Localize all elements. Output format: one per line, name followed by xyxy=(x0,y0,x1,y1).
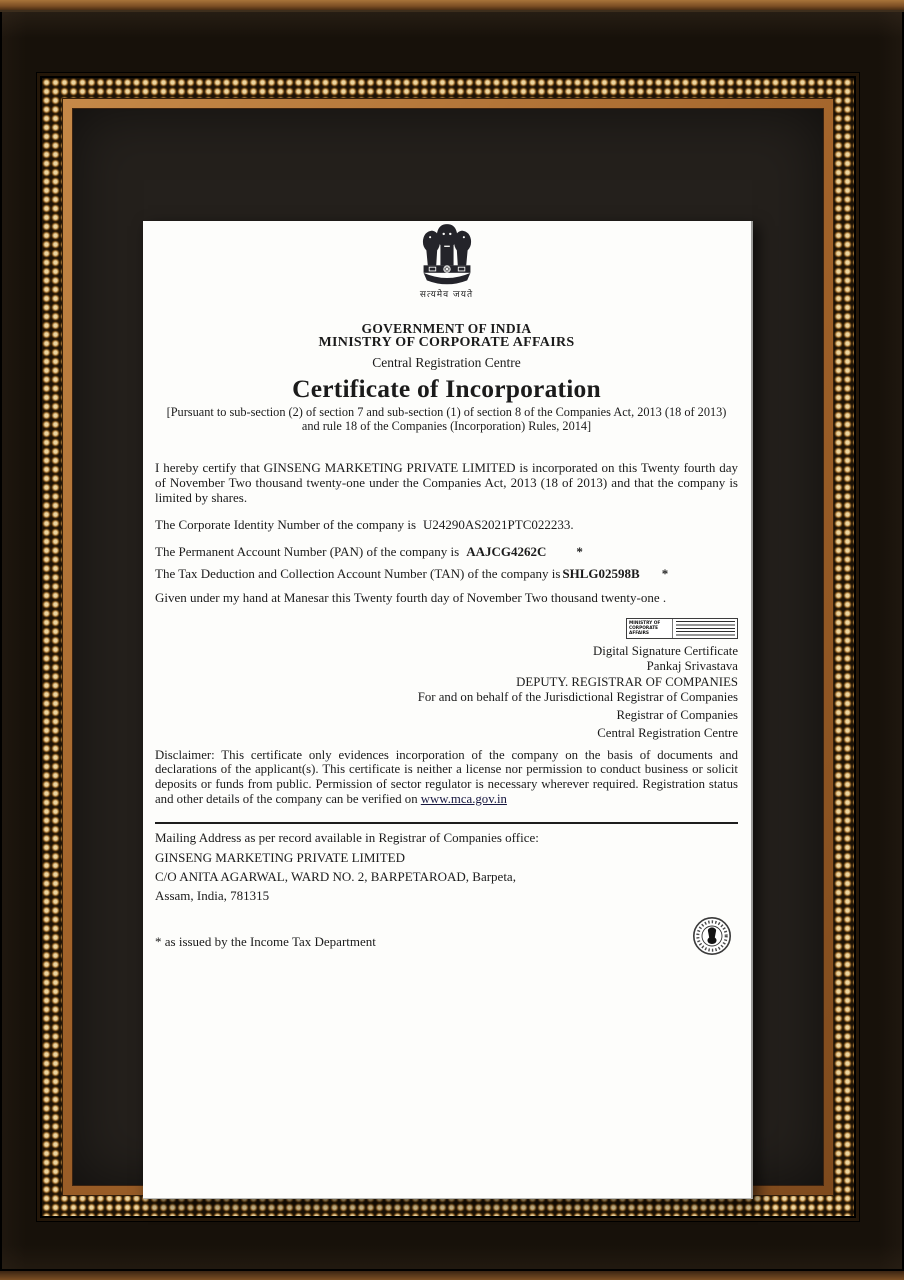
frame-copper-trim xyxy=(62,98,834,1196)
pan-label: The Permanent Account Number (PAN) of the company is xyxy=(155,544,460,559)
digital-signature-stamp-row xyxy=(155,618,738,639)
signatory-designation: DEPUTY. REGISTRAR OF COMPANIES xyxy=(516,674,738,689)
pan-line xyxy=(155,544,738,559)
signature-crc: Central Registration Centre xyxy=(597,726,738,741)
pan-value: AAJCG4262C xyxy=(466,544,547,559)
given-line: Given under my hand at Manesar this Twenty fourth day of November Two thousand twenty-one . xyxy=(155,590,667,605)
tan-line xyxy=(155,566,738,581)
disclaimer-text: Disclaimer: This certificate only evidences incorporation of the company on the basis of documents and declarations of the applicant(s). This certificate is neither a license nor permission to conduct business or solicit deposits or funds from public. Permission of sector regulator is necessary wherever required. Registration status and other details of the company can be verified on xyxy=(155,747,738,806)
section-divider xyxy=(155,822,738,824)
mailing-address-block xyxy=(155,849,738,905)
emblem-block xyxy=(155,221,738,300)
emblem-motto: सत्यमेव जयते xyxy=(419,290,474,300)
frame-black-mat xyxy=(72,108,824,1186)
cin-value: U24290AS2021PTC022233. xyxy=(423,517,574,532)
mailing-region: Assam, India, 781315 xyxy=(155,887,270,903)
cin-label: The Corporate Identity Number of the company is xyxy=(155,517,417,532)
government-line: GOVERNMENT OF INDIA xyxy=(361,321,532,336)
certificate-title: Certificate of Incorporation xyxy=(292,374,601,403)
digital-signature-stamp xyxy=(626,618,738,639)
frame-outer-edge-top xyxy=(0,0,904,10)
mailing-company-name: GINSENG MARKETING PRIVATE LIMITED xyxy=(155,850,405,866)
mca-website-link[interactable]: www.mca.gov.in xyxy=(420,791,507,806)
frame-beaded-trim xyxy=(42,78,854,1216)
pan-asterisk: * xyxy=(576,544,583,559)
frame-outer-edge-bottom xyxy=(0,1271,904,1280)
ashoka-emblem-icon xyxy=(417,221,477,289)
signature-line: Digital Signature Certificate xyxy=(593,644,738,658)
stamp-signature-lines xyxy=(676,621,735,636)
certify-paragraph: I hereby certify that GINSENG MARKETING PRIVATE LIMITED is incorporated on this Twenty fourth day of November Two thousand twenty-one under the Companies Act, 2013 (18 of 2013) and that the company is limited by shares. xyxy=(155,460,738,505)
signature-block xyxy=(155,644,738,742)
disclaimer-paragraph xyxy=(155,748,738,806)
cin-line xyxy=(155,518,738,532)
tan-asterisk: * xyxy=(661,566,669,581)
tan-label: The Tax Deduction and Collection Account Number (TAN) of the company is xyxy=(155,566,561,581)
stamp-ministry-text: MINISTRY OF CORPORATE AFFAIRS xyxy=(627,619,673,638)
signature-on-behalf: For and on behalf of the Jurisdictional Registrar of Companies xyxy=(417,689,738,704)
ministry-line: MINISTRY OF CORPORATE AFFAIRS xyxy=(318,335,575,350)
signature-roc: Registrar of Companies xyxy=(616,708,738,723)
mailing-address-heading: Mailing Address as per record available in Registrar of Companies office: xyxy=(155,830,539,846)
tan-value: SHLG02598B xyxy=(562,566,640,581)
pursuant-clause: [Pursuant to sub-section (2) of section 7 and sub-section (1) of section 8 of the Companies Act, 2013 (18 of 2013) and rule 18 of the Companies (Incorporation) Rules, 2014] xyxy=(166,405,727,433)
footnote: * as issued by the Income Tax Department xyxy=(155,934,376,950)
round-seal-icon xyxy=(692,916,732,956)
office-line: Central Registration Centre xyxy=(372,355,521,370)
signatory-name: Pankaj Srivastava xyxy=(646,659,738,674)
certificate-document xyxy=(143,221,753,1199)
mailing-street: C/O ANITA AGARWAL, WARD NO. 2, BARPETAROAD, Barpeta, xyxy=(155,868,516,884)
